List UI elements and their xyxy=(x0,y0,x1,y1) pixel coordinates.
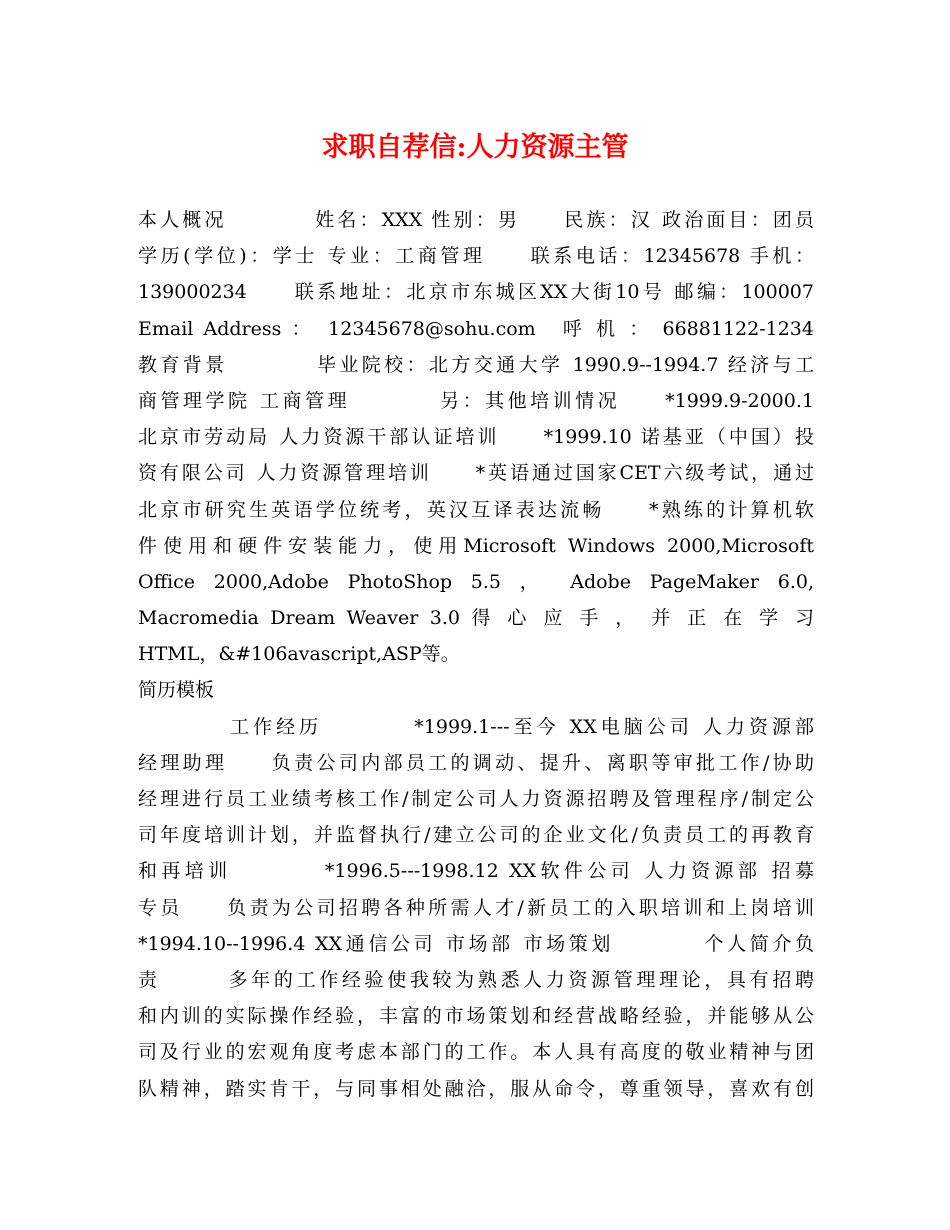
body-line: 司年度培训计划，并监督执行/建立公司的企业文化/负责员工的再教育 xyxy=(138,824,814,847)
body-line: Macromedia Dream Weaver 3.0 得 心 应 手 ， 并 正 在 学 习 xyxy=(138,607,814,630)
body-line: 经理进行员工业绩考核工作/制定公司人力资源招聘及管理程序/制定公 xyxy=(138,788,814,810)
body-line: 学历(学位)：学士 专业：工商管理 联系电话：12345678 手机： xyxy=(138,245,814,268)
body-line: 责 多年的工作经验使我较为熟悉人力资源管理理论，具有招聘 xyxy=(138,968,814,991)
body-line: 北京市劳动局 人力资源干部认证培训 *1999.10 诺基亚（中国）投 xyxy=(138,426,814,449)
body-line: 本人概况 姓名：XXX 性别：男 民族：汉 政治面目：团员 xyxy=(138,209,814,231)
body-line: 工作经历 *1999.1---至今 XX电脑公司 人力资源部 xyxy=(138,715,814,738)
body-line: 资有限公司 人力资源管理培训 *英语通过国家CET六级考试，通过 xyxy=(138,462,814,485)
body-line: Office 2000,Adobe PhotoShop 5.5 ， Adobe PageMaker 6.0, xyxy=(138,570,814,593)
body-line: Email Address ： 12345678@sohu.com 呼 机 ： 66881122-1234 xyxy=(138,317,814,340)
document-body xyxy=(138,202,814,1107)
body-line: 队精神，踏实肯干，与同事相处融洽，服从命令，尊重领导，喜欢有创 xyxy=(138,1077,814,1100)
section-heading: 简历模板 xyxy=(138,679,215,702)
body-line: 商管理学院 工商管理 另：其他培训情况 *1999.9-2000.1 xyxy=(138,389,814,412)
document-title: 求职自荐信:人力资源主管 xyxy=(321,132,629,163)
body-line: 北京市研究生英语学位统考，英汉互译表达流畅 *熟练的计算机软 xyxy=(138,498,814,521)
body-line: 和内训的实际操作经验，丰富的市场策划和经营战略经验，并能够从公 xyxy=(138,1005,814,1028)
body-line: 司及行业的宏观角度考虑本部门的工作。本人具有高度的敬业精神与团 xyxy=(138,1041,814,1064)
body-line: 件使用和硬件安装能力，使用Microsoft Windows 2000,Microsoft xyxy=(138,534,814,557)
body-line: 经理助理 负责公司内部员工的调动、提升、离职等审批工作/协助 xyxy=(138,751,814,774)
body-line: HTML，&#106avascript,ASP等。 xyxy=(138,643,460,666)
body-line: 139000234 联系地址：北京市东城区XX大街10号 邮编：100007 xyxy=(138,281,814,304)
body-line: 教育背景 毕业院校：北方交通大学 1990.9--1994.7 经济与工 xyxy=(138,353,814,376)
body-line: *1994.10--1996.4 XX通信公司 市场部 市场策划 个人简介负 xyxy=(138,932,814,955)
body-line: 专员 负责为公司招聘各种所需人才/新员工的入职培训和上岗培训 xyxy=(138,896,814,919)
body-line: 和再培训 *1996.5---1998.12 XX软件公司 人力资源部 招募 xyxy=(138,860,814,883)
